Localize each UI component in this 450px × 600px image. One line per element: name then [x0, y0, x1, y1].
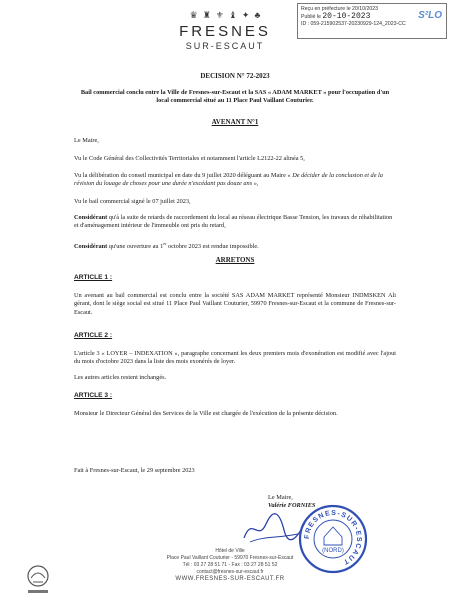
town-name: FRESNES	[179, 23, 271, 40]
article-1-label: ARTICLE 1 :	[74, 274, 113, 281]
footer-website: WWW.FRESNES-SUR-ESCAUT.FR	[175, 576, 285, 582]
crown-icon: ♛	[189, 10, 198, 20]
considerant-2-text-a: qu'une ouverture au 1	[107, 243, 164, 251]
sign-name: Valérie FORNIES	[268, 502, 316, 509]
vu-cgct: Vu le Code Général des Collectivités Territoriales et notamment l'article L2122-22 alinéa 5,	[74, 155, 305, 162]
star-icon: ✦	[241, 10, 250, 20]
avenant-title: AVENANT N°1	[211, 118, 259, 126]
article-3-text: Monsieur le Directeur Général des Services de la Ville est chargée de l'exécution de la présente décision.	[74, 410, 338, 417]
footer	[120, 548, 340, 583]
considerant-2-sup: er	[163, 241, 167, 246]
seal-center-text: (NORD)	[322, 548, 344, 554]
seal-building-icon	[324, 527, 342, 545]
seal-ring-text: FRESNES-SUR-ESCAUT	[303, 509, 363, 566]
footer-line-2: Place Paul Vaillant Couturier - 59970 Fresnes-sur-Escaut	[166, 555, 294, 561]
article-2-text-2: Les autres articles restent inchangés.	[74, 374, 167, 381]
vu-bail: Vu le bail commercial signé le 07 juillet 2023,	[74, 198, 191, 205]
decision-title: DECISION N° 72-2023	[200, 72, 270, 80]
considerant-1-label: Considérant	[74, 214, 108, 221]
town-subname: SUR-ESCAUT	[185, 41, 265, 51]
receipt-published-label: Publié le	[301, 14, 321, 20]
place-date: Fait à Fresnes-sur-Escaut, le 29 septembre 2023	[74, 467, 195, 474]
town-emblem-icon	[22, 562, 54, 596]
article-2-label: ARTICLE 2 :	[74, 332, 113, 339]
heraldic-icons-row	[0, 10, 450, 21]
article-3-label: ARTICLE 3 :	[74, 392, 113, 399]
vu-deliberation-end: »,	[252, 180, 259, 188]
bell-icon: ♝	[228, 10, 237, 20]
article-2-text: L'article 3 « LOYER – INDEXATION », paragraphe concernant les deux premiers mois d'exonération est modifié avec l'ajout du mois d'octobre 2023 dans la liste des mois exonérés de loyer.	[74, 350, 396, 366]
decision-subject: Bail commercial conclu entre la Ville de Fresnes-sur-Escaut et la SAS « ADAM MARKET » pour l'occupation d'un local commercial situé au 11 Place Paul Vaillant Couturier.	[80, 89, 390, 105]
considerant-1-text: qu'à la suite de retards de raccordement du local au réseau électrique Basse Tension, les travaux de réhabilitation et d'aménagement intérieur de l'immeuble ont pris du retard,	[74, 214, 393, 230]
tree-icon: ♣	[254, 10, 261, 20]
vu-deliberation	[74, 172, 396, 189]
sign-title: Le Maire,	[268, 494, 293, 501]
fleur-icon: ⚜	[215, 10, 224, 20]
footer-line-3: Tél : 03 27 28 51 71 - Fax : 03 27 28 51 52	[182, 562, 278, 568]
considerant-2-text-b: octobre 2023 est rendue impossible.	[166, 243, 259, 251]
receipt-line-1: Reçu en préfecture le 20/10/2023	[301, 6, 379, 12]
considerant-2	[74, 240, 396, 251]
arretons-heading: ARRETONS	[215, 256, 255, 264]
vu-deliberation-quote: De décider de la conclusion et de la révision du louage de choses pour une durée n'excédant pas douze ans	[74, 172, 383, 188]
letterhead	[0, 10, 450, 51]
article-1-text: Un avenant au bail commercial est conclu entre la société SAS ADAM MARKET représenté Monsieur INDMSKEN Ali gérant, dont le siège social est situé 11 Place Paul Vaillant Couturier, 59970 Fresnes-sur-Escaut et la commune de Fresnes-sur-Escaut.	[74, 292, 396, 316]
footer-line-1: Hôtel de Ville	[215, 548, 245, 554]
receipt-line-3: ID : 059-215902537-20230929-124_2023-CC	[301, 21, 406, 27]
tower-icon: ♜	[202, 10, 211, 20]
considerant-2-label: Considérant	[74, 243, 108, 251]
s2lo-logo: S²LO	[418, 10, 442, 21]
vu-deliberation-start: Vu la délibération du conseil municipal en date du 9 juillet 2020 déléguant au Maire «	[74, 172, 293, 179]
receipt-published-date: 20-10-2023	[322, 12, 371, 21]
considerant-1	[74, 214, 396, 231]
mayor-heading: Le Maire,	[74, 137, 99, 144]
footer-line-4: contact@fresnes-sur-escaut.fr	[196, 569, 264, 575]
